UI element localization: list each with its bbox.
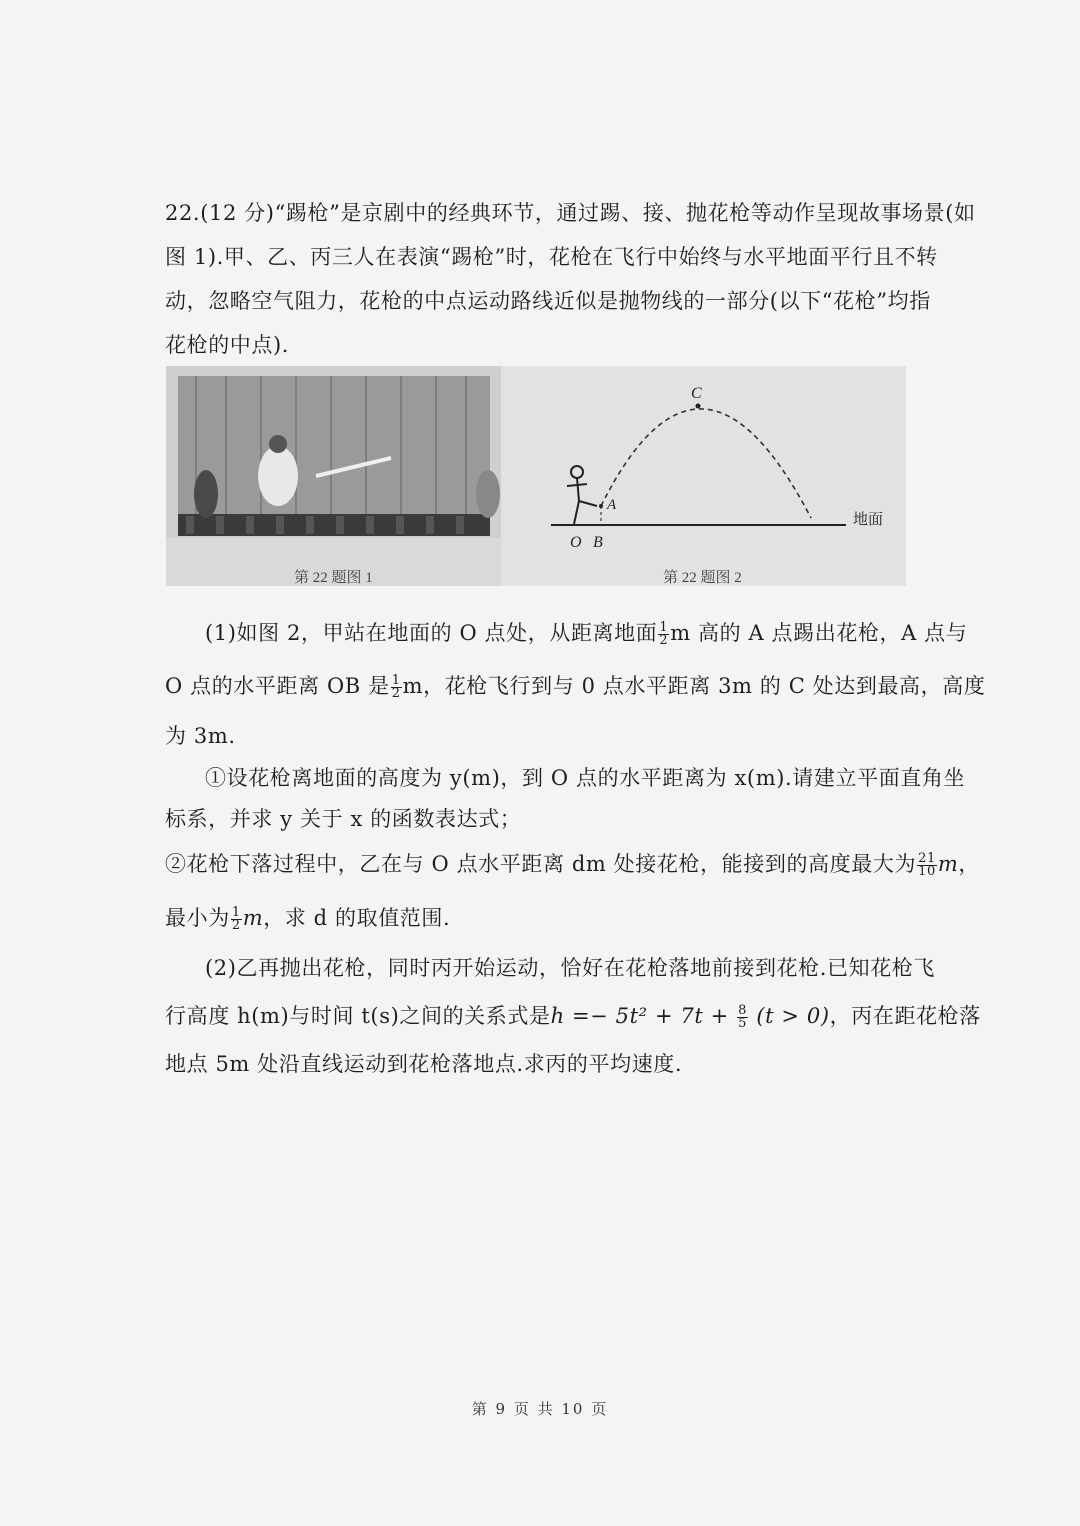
part2-line-2: 行高度 h(m)与时间 t(s)之间的关系式是h =− 5t² + 7t + $\frac{8}{5}$ (t > 0)，丙在距花枪落	[165, 1003, 981, 1031]
question-intro-line-1: 22.(12 分)“踢枪”是京剧中的经典环节，通过踢、接、抛花枪等动作呈现故事场景(如	[165, 201, 976, 225]
fraction-8-5: $\frac{8}{5}$	[738, 1003, 748, 1031]
question-intro-line-3: 动，忽略空气阻力，花枪的中点运动路线近似是抛物线的一部分(以下“花枪”均指	[165, 289, 931, 313]
subq2-line-2: 最小为 $\frac{1}{2}$ m，求 d 的取值范围.	[165, 905, 451, 933]
figure1-caption: 第 22 题图 1	[294, 570, 373, 586]
point-c	[696, 404, 701, 409]
figure2-diagram	[501, 366, 906, 586]
subq1-line-1: ①设花枪离地面的高度为 y(m)，到 O 点的水平距离为 x(m).请建立平面直角坐	[205, 766, 966, 790]
fraction-21-10: $\frac{21}{10}$	[918, 851, 936, 879]
label-o: O	[570, 534, 582, 551]
label-c: C	[691, 385, 702, 402]
subq1-line-2: 标系，并求 y 关于 x 的函数表达式；	[165, 807, 522, 831]
part2-line-1: (2)乙再抛出花枪，同时丙开始运动，恰好在花枪落地前接到花枪.已知花枪飞	[205, 956, 936, 980]
fraction-half-1: $\frac{1}{2}$	[659, 620, 669, 648]
label-ground: 地面	[853, 510, 884, 528]
figure1-photo	[166, 366, 501, 586]
label-a: A	[607, 497, 617, 513]
fraction-half-3: $\frac{1}{2}$	[231, 905, 241, 933]
stage-photo-illustration	[166, 366, 501, 586]
fraction-half-2: $\frac{1}{2}$	[391, 673, 401, 701]
part2-line-3: 地点 5m 处沿直线运动到花枪落地点.求丙的平均速度.	[165, 1052, 683, 1076]
page-footer: 第 9 页 共 10 页	[471, 1400, 609, 1418]
label-b: B	[593, 534, 603, 551]
point-a	[599, 504, 603, 508]
question-intro-line-2: 图 1).甲、乙、丙三人在表演“踢枪”时，花枪在飞行中始终与水平地面平行且不转	[165, 245, 938, 269]
part1-line-3: 为 3m.	[165, 724, 236, 748]
question-intro-line-4: 花枪的中点).	[165, 333, 290, 357]
part1-line-2: O 点的水平距离 OB 是 $\frac{1}{2}$ m，花枪飞行到与 0 点水平距离 3m 的 C 处达到最高，高度	[165, 673, 986, 701]
part1-line-1: (1)如图 2，甲站在地面的 O 点处，从距离地面 $\frac{1}{2}$ m 高的 A 点踢出花枪，A 点与	[205, 620, 968, 648]
figure2-caption: 第 22 题图 2	[663, 570, 742, 586]
subq2-line-1: ②花枪下落过程中，乙在与 O 点水平距离 dm 处接花枪，能接到的高度最大为 $\frac{21}{10}$ m，	[165, 851, 980, 879]
figure-panel	[166, 366, 906, 586]
